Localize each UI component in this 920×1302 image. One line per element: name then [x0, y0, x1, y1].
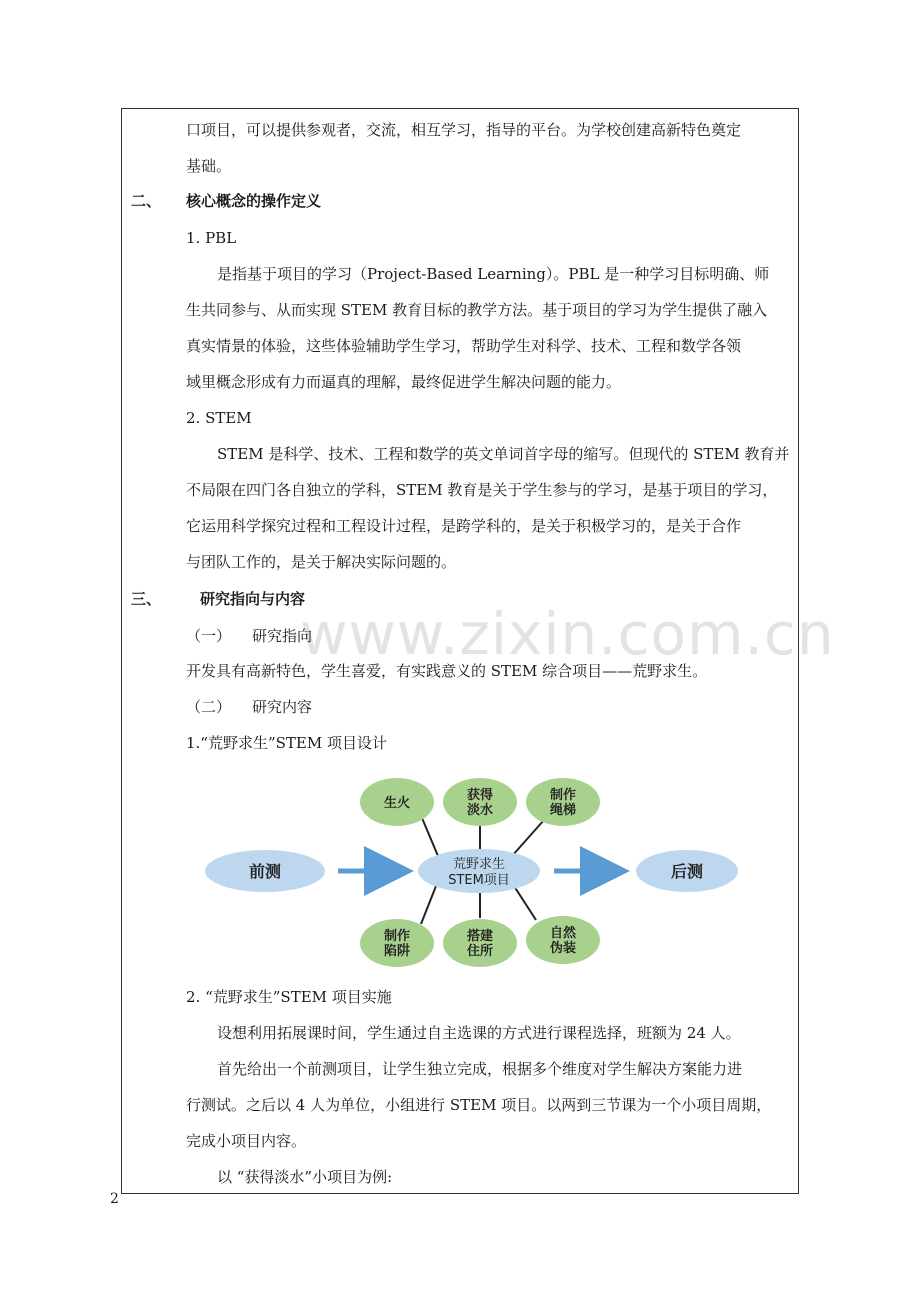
paragraph-line: 是指基于项目的学习（Project-Based Learning）。PBL 是一种学习目标明确、师	[217, 265, 770, 283]
paragraph-line: 开发具有高新特色，学生喜爱，有实践意义的 STEM 综合项目——荒野求生。	[186, 662, 708, 680]
paragraph-line: 与团队工作的，是关于解决实际问题的。	[186, 553, 457, 571]
connector-line	[421, 886, 436, 924]
subsection-heading: 1.“荒野求生”STEM 项目设计	[186, 734, 388, 752]
subsection-number: （一）	[186, 627, 232, 645]
subsection-number: （二）	[186, 698, 232, 716]
ladder-label-2: 绳梯	[549, 803, 577, 818]
pretest-label: 前测	[248, 862, 282, 881]
paragraph-line: 口项目，可以提供参观者，交流，相互学习，指导的平台。为学校创建高新特色奠定	[186, 121, 742, 139]
ladder-label-1: 制作	[549, 788, 577, 803]
section-number: 三、	[131, 590, 162, 608]
section-heading: 研究指向与内容	[200, 590, 306, 608]
subsection-heading: 研究内容	[252, 698, 313, 716]
water-label-2: 淡水	[466, 803, 494, 818]
camouflage-label-1: 自然	[549, 926, 577, 941]
paragraph-line: 以 “获得淡水”小项目为例:	[217, 1168, 393, 1186]
paragraph-line: STEM 是科学、技术、工程和数学的英文单词首字母的缩写。但现代的 STEM 教育并	[217, 445, 790, 463]
paragraph-line: 基础。	[186, 157, 232, 175]
paragraph-line: 行测试。之后以 4 人为单位，小组进行 STEM 项目。以两到三节课为一个小项目周期，	[186, 1096, 772, 1114]
connector-line	[422, 818, 438, 856]
section-number: 二、	[131, 192, 162, 210]
trap-label-1: 制作	[383, 929, 411, 944]
connector-line	[514, 886, 536, 920]
section-heading: 核心概念的操作定义	[186, 192, 322, 210]
paragraph-line: 不局限在四门各自独立的学科，STEM 教育是关于学生参与的学习，是基于项目的学习，	[186, 481, 778, 499]
shelter-label-2: 住所	[466, 944, 494, 959]
subsection-heading: 2. STEM	[186, 409, 252, 427]
camouflage-label-2: 伪装	[549, 941, 577, 956]
shelter-label-1: 搭建	[466, 929, 494, 944]
paragraph-line: 首先给出一个前测项目，让学生独立完成，根据多个维度对学生解决方案能力进	[217, 1060, 743, 1078]
trap-label-2: 陷阱	[383, 944, 411, 959]
center-label-1: 荒野求生	[452, 857, 506, 872]
subsection-heading: 2. “荒野求生”STEM 项目实施	[186, 988, 392, 1006]
subsection-heading: 1. PBL	[186, 229, 237, 247]
fire-label: 生火	[383, 796, 411, 811]
connector-line	[512, 820, 544, 856]
paragraph-line: 它运用科学探究过程和工程设计过程，是跨学科的，是关于积极学习的，是关于合作	[186, 517, 742, 535]
subsection-heading: 研究指向	[252, 627, 313, 645]
paragraph-line: 真实情景的体验，这些体验辅助学生学习，帮助学生对科学、技术、工程和数学各领	[186, 337, 742, 355]
center-label-2: STEM项目	[448, 873, 510, 888]
paragraph-line: 完成小项目内容。	[186, 1132, 307, 1150]
paragraph-line: 域里概念形成有力而逼真的理解，最终促进学生解决问题的能力。	[186, 373, 622, 391]
posttest-label: 后测	[670, 862, 704, 881]
watermark: www.zixin.com.cn	[300, 600, 835, 668]
water-label-1: 获得	[466, 788, 494, 803]
paragraph-line: 设想利用拓展课时间，学生通过自主选课的方式进行课程选择，班额为 24 人。	[217, 1024, 741, 1042]
paragraph-line: 生共同参与、从而实现 STEM 教育目标的教学方法。基于项目的学习为学生提供了融入	[186, 301, 768, 319]
page-number: 2	[110, 1191, 119, 1207]
